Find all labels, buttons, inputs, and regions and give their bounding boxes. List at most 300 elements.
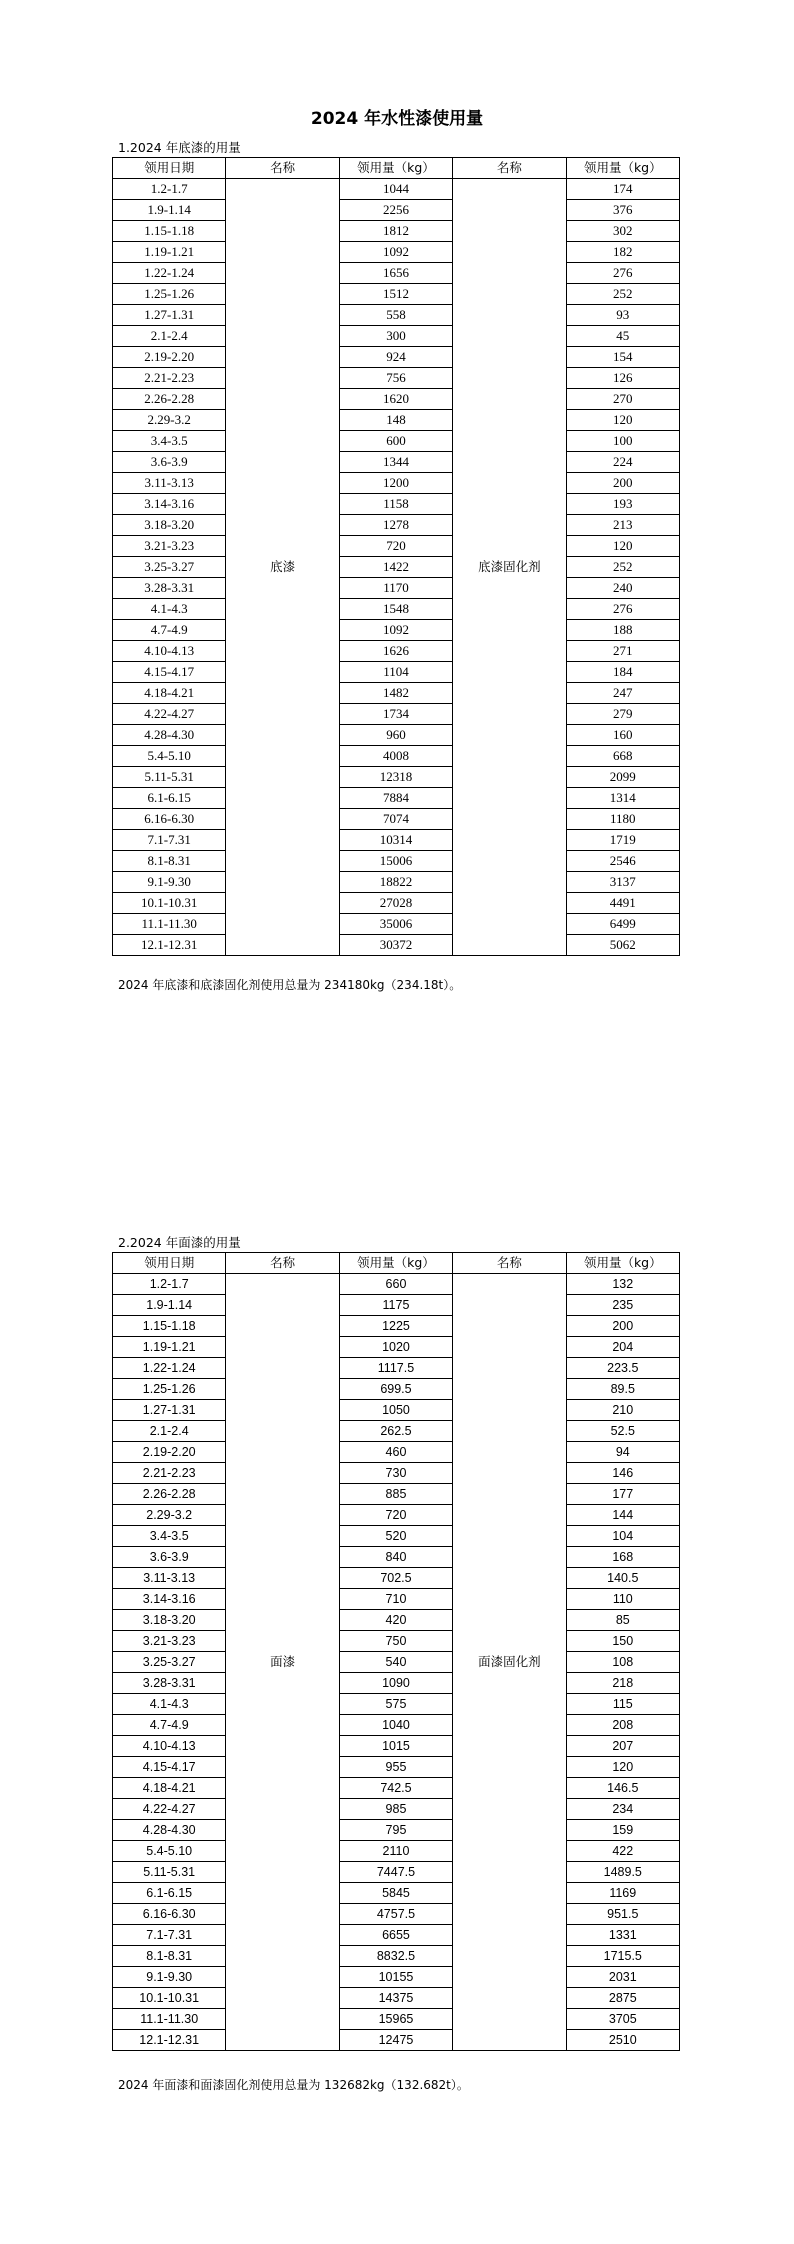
- table-row: [113, 599, 680, 620]
- cell-qty-b: 45: [566, 326, 679, 347]
- table-row: [113, 1568, 680, 1589]
- table-row: [113, 242, 680, 263]
- cell-date: 4.28-4.30: [113, 725, 226, 746]
- table-row: [113, 1547, 680, 1568]
- cell-qty-a: 5845: [339, 1883, 452, 1904]
- table-row: [113, 1967, 680, 1988]
- cell-date: 9.1-9.30: [113, 1967, 226, 1988]
- cell-qty-a: 955: [339, 1757, 452, 1778]
- cell-qty-a: 985: [339, 1799, 452, 1820]
- table-row: [113, 1274, 680, 1295]
- table-row: [113, 893, 680, 914]
- table-row: [113, 1988, 680, 2009]
- cell-qty-b: 120: [566, 1757, 679, 1778]
- cell-qty-a: 30372: [339, 935, 452, 956]
- table-row: [113, 1316, 680, 1337]
- cell-qty-a: 460: [339, 1442, 452, 1463]
- table-row: [113, 431, 680, 452]
- cell-qty-b: 200: [566, 473, 679, 494]
- cell-date: 3.25-3.27: [113, 557, 226, 578]
- cell-qty-b: 1331: [566, 1925, 679, 1946]
- cell-date: 4.15-4.17: [113, 1757, 226, 1778]
- cell-qty-b: 85: [566, 1610, 679, 1631]
- cell-date: 5.4-5.10: [113, 1841, 226, 1862]
- cell-qty-b: 168: [566, 1547, 679, 1568]
- cell-qty-b: 100: [566, 431, 679, 452]
- table-row: [113, 809, 680, 830]
- cell-date: 3.14-3.16: [113, 494, 226, 515]
- cell-qty-a: 520: [339, 1526, 452, 1547]
- cell-date: 5.4-5.10: [113, 746, 226, 767]
- cell-qty-b: 279: [566, 704, 679, 725]
- cell-date: 10.1-10.31: [113, 1988, 226, 2009]
- cell-qty-a: 18822: [339, 872, 452, 893]
- cell-date: 6.1-6.15: [113, 788, 226, 809]
- cell-qty-b: 188: [566, 620, 679, 641]
- cell-qty-a: 14375: [339, 1988, 452, 2009]
- table-header-row: [113, 1253, 680, 1274]
- table-row: [113, 914, 680, 935]
- cell-qty-b: 252: [566, 284, 679, 305]
- cell-date: 3.4-3.5: [113, 1526, 226, 1547]
- cell-qty-a: 742.5: [339, 1778, 452, 1799]
- cell-qty-a: 1278: [339, 515, 452, 536]
- table-row: [113, 1883, 680, 1904]
- cell-qty-a: 558: [339, 305, 452, 326]
- cell-material-name-b: 底漆固化剂: [453, 179, 566, 956]
- cell-qty-a: 756: [339, 368, 452, 389]
- cell-date: 3.25-3.27: [113, 1652, 226, 1673]
- cell-date: 1.15-1.18: [113, 1316, 226, 1337]
- cell-qty-b: 1314: [566, 788, 679, 809]
- cell-qty-a: 600: [339, 431, 452, 452]
- topcoat-section-caption: 2.2024 年面漆的用量: [118, 1235, 241, 1250]
- table-row: [113, 368, 680, 389]
- table-row: [113, 1715, 680, 1736]
- cell-date: 5.11-5.31: [113, 1862, 226, 1883]
- cell-qty-b: 182: [566, 242, 679, 263]
- cell-qty-a: 1158: [339, 494, 452, 515]
- cell-date: 6.1-6.15: [113, 1883, 226, 1904]
- cell-date: 12.1-12.31: [113, 2030, 226, 2051]
- header-name-a: 名称: [226, 1253, 339, 1274]
- cell-qty-b: 252: [566, 557, 679, 578]
- table-row: [113, 746, 680, 767]
- table-row: [113, 1526, 680, 1547]
- table-row: [113, 683, 680, 704]
- table-row: [113, 1400, 680, 1421]
- cell-date: 2.29-3.2: [113, 1505, 226, 1526]
- cell-qty-a: 1734: [339, 704, 452, 725]
- cell-date: 8.1-8.31: [113, 851, 226, 872]
- topcoat-total-note: 2024 年面漆和面漆固化剂使用总量为 132682kg（132.682t）。: [118, 2078, 469, 2092]
- cell-qty-a: 300: [339, 326, 452, 347]
- table-row: [113, 1337, 680, 1358]
- cell-qty-b: 132: [566, 1274, 679, 1295]
- cell-qty-b: 177: [566, 1484, 679, 1505]
- table-row: [113, 1379, 680, 1400]
- table-row: [113, 578, 680, 599]
- table-row: [113, 1736, 680, 1757]
- table-row: [113, 452, 680, 473]
- cell-date: 1.27-1.31: [113, 1400, 226, 1421]
- table-row: [113, 221, 680, 242]
- table-row: [113, 284, 680, 305]
- cell-date: 2.1-2.4: [113, 1421, 226, 1442]
- cell-qty-a: 660: [339, 1274, 452, 1295]
- cell-qty-b: 120: [566, 410, 679, 431]
- cell-qty-a: 795: [339, 1820, 452, 1841]
- table-row: [113, 410, 680, 431]
- cell-qty-a: 2256: [339, 200, 452, 221]
- table-row: [113, 767, 680, 788]
- cell-date: 7.1-7.31: [113, 1925, 226, 1946]
- cell-date: 1.27-1.31: [113, 305, 226, 326]
- table-header-row: [113, 158, 680, 179]
- cell-date: 2.26-2.28: [113, 1484, 226, 1505]
- cell-qty-b: 1715.5: [566, 1946, 679, 1967]
- cell-qty-a: 1117.5: [339, 1358, 452, 1379]
- cell-date: 3.18-3.20: [113, 1610, 226, 1631]
- cell-qty-a: 148: [339, 410, 452, 431]
- cell-qty-b: 223.5: [566, 1358, 679, 1379]
- table-row: [113, 1904, 680, 1925]
- table-row: [113, 1484, 680, 1505]
- cell-date: 4.1-4.3: [113, 1694, 226, 1715]
- cell-qty-a: 702.5: [339, 1568, 452, 1589]
- cell-qty-a: 12318: [339, 767, 452, 788]
- cell-qty-a: 4757.5: [339, 1904, 452, 1925]
- cell-qty-a: 1092: [339, 620, 452, 641]
- table-row: [113, 1946, 680, 1967]
- primer-section-caption: 1.2024 年底漆的用量: [118, 140, 241, 155]
- cell-qty-b: 208: [566, 1715, 679, 1736]
- cell-qty-b: 126: [566, 368, 679, 389]
- cell-qty-a: 1626: [339, 641, 452, 662]
- cell-qty-b: 235: [566, 1295, 679, 1316]
- cell-qty-a: 1020: [339, 1337, 452, 1358]
- table-row: [113, 620, 680, 641]
- cell-date: 2.21-2.23: [113, 1463, 226, 1484]
- cell-qty-b: 951.5: [566, 1904, 679, 1925]
- cell-qty-b: 5062: [566, 935, 679, 956]
- cell-qty-b: 668: [566, 746, 679, 767]
- cell-qty-b: 4491: [566, 893, 679, 914]
- cell-qty-b: 184: [566, 662, 679, 683]
- cell-qty-b: 1180: [566, 809, 679, 830]
- cell-qty-b: 146: [566, 1463, 679, 1484]
- header-name-a: 名称: [226, 158, 339, 179]
- header-name-b: 名称: [453, 1253, 566, 1274]
- cell-qty-b: 271: [566, 641, 679, 662]
- header-qty-b: 领用量（kg）: [566, 158, 679, 179]
- cell-date: 10.1-10.31: [113, 893, 226, 914]
- cell-date: 3.11-3.13: [113, 473, 226, 494]
- cell-qty-b: 140.5: [566, 1568, 679, 1589]
- cell-qty-b: 2031: [566, 1967, 679, 1988]
- cell-qty-b: 276: [566, 263, 679, 284]
- cell-qty-a: 15965: [339, 2009, 452, 2030]
- cell-qty-a: 8832.5: [339, 1946, 452, 1967]
- table-row: [113, 1463, 680, 1484]
- cell-date: 3.18-3.20: [113, 515, 226, 536]
- cell-date: 4.10-4.13: [113, 641, 226, 662]
- cell-date: 1.25-1.26: [113, 1379, 226, 1400]
- table-row: [113, 347, 680, 368]
- cell-qty-a: 924: [339, 347, 452, 368]
- table-row: [113, 1610, 680, 1631]
- cell-qty-a: 1812: [339, 221, 452, 242]
- cell-qty-b: 115: [566, 1694, 679, 1715]
- cell-qty-a: 1090: [339, 1673, 452, 1694]
- cell-qty-b: 52.5: [566, 1421, 679, 1442]
- cell-qty-a: 27028: [339, 893, 452, 914]
- primer-total-note: 2024 年底漆和底漆固化剂使用总量为 234180kg（234.18t）。: [118, 978, 462, 992]
- cell-date: 3.21-3.23: [113, 1631, 226, 1652]
- cell-qty-b: 218: [566, 1673, 679, 1694]
- cell-qty-b: 174: [566, 179, 679, 200]
- table-row: [113, 1421, 680, 1442]
- cell-qty-b: 204: [566, 1337, 679, 1358]
- cell-qty-a: 730: [339, 1463, 452, 1484]
- cell-date: 3.6-3.9: [113, 1547, 226, 1568]
- cell-qty-b: 89.5: [566, 1379, 679, 1400]
- cell-qty-a: 1092: [339, 242, 452, 263]
- cell-qty-b: 120: [566, 536, 679, 557]
- table-row: [113, 935, 680, 956]
- cell-date: 9.1-9.30: [113, 872, 226, 893]
- cell-qty-a: 575: [339, 1694, 452, 1715]
- cell-date: 1.15-1.18: [113, 221, 226, 242]
- cell-qty-a: 960: [339, 725, 452, 746]
- table-row: [113, 494, 680, 515]
- cell-qty-a: 1175: [339, 1295, 452, 1316]
- cell-date: 3.11-3.13: [113, 1568, 226, 1589]
- table-row: [113, 1778, 680, 1799]
- cell-qty-a: 840: [339, 1547, 452, 1568]
- cell-qty-b: 1719: [566, 830, 679, 851]
- cell-qty-a: 750: [339, 1631, 452, 1652]
- table-row: [113, 1631, 680, 1652]
- cell-qty-a: 6655: [339, 1925, 452, 1946]
- cell-qty-b: 240: [566, 578, 679, 599]
- table-row: [113, 1694, 680, 1715]
- primer-usage-table: [112, 157, 680, 956]
- table-row: [113, 1505, 680, 1526]
- cell-qty-a: 1104: [339, 662, 452, 683]
- cell-qty-a: 7884: [339, 788, 452, 809]
- table-row: [113, 1925, 680, 1946]
- table-row: [113, 1820, 680, 1841]
- cell-qty-a: 1040: [339, 1715, 452, 1736]
- table-row: [113, 704, 680, 725]
- cell-date: 3.6-3.9: [113, 452, 226, 473]
- cell-qty-b: 210: [566, 1400, 679, 1421]
- cell-date: 6.16-6.30: [113, 809, 226, 830]
- table-row: [113, 305, 680, 326]
- cell-date: 2.26-2.28: [113, 389, 226, 410]
- cell-qty-b: 224: [566, 452, 679, 473]
- header-name-b: 名称: [453, 158, 566, 179]
- cell-qty-a: 12475: [339, 2030, 452, 2051]
- cell-qty-a: 35006: [339, 914, 452, 935]
- cell-date: 3.28-3.31: [113, 578, 226, 599]
- cell-material-name-a: 面漆: [226, 1274, 339, 2051]
- cell-qty-a: 1482: [339, 683, 452, 704]
- table-row: [113, 557, 680, 578]
- table-row: [113, 1295, 680, 1316]
- cell-qty-b: 159: [566, 1820, 679, 1841]
- cell-qty-a: 1050: [339, 1400, 452, 1421]
- cell-qty-b: 207: [566, 1736, 679, 1757]
- cell-date: 7.1-7.31: [113, 830, 226, 851]
- cell-qty-b: 160: [566, 725, 679, 746]
- cell-qty-a: 1512: [339, 284, 452, 305]
- table-row: [113, 641, 680, 662]
- cell-date: 4.22-4.27: [113, 1799, 226, 1820]
- cell-qty-a: 262.5: [339, 1421, 452, 1442]
- table-row: [113, 830, 680, 851]
- cell-qty-b: 144: [566, 1505, 679, 1526]
- cell-material-name-a: 底漆: [226, 179, 339, 956]
- table-row: [113, 872, 680, 893]
- cell-date: 2.29-3.2: [113, 410, 226, 431]
- cell-qty-a: 1548: [339, 599, 452, 620]
- cell-date: 3.4-3.5: [113, 431, 226, 452]
- cell-date: 1.2-1.7: [113, 1274, 226, 1295]
- cell-qty-b: 193: [566, 494, 679, 515]
- table-row: [113, 788, 680, 809]
- table-row: [113, 1652, 680, 1673]
- cell-date: 11.1-11.30: [113, 914, 226, 935]
- cell-qty-b: 6499: [566, 914, 679, 935]
- cell-qty-a: 1044: [339, 179, 452, 200]
- cell-qty-b: 154: [566, 347, 679, 368]
- cell-date: 4.22-4.27: [113, 704, 226, 725]
- cell-date: 4.18-4.21: [113, 683, 226, 704]
- table-row: [113, 1358, 680, 1379]
- cell-date: 11.1-11.30: [113, 2009, 226, 2030]
- cell-qty-b: 276: [566, 599, 679, 620]
- cell-qty-b: 104: [566, 1526, 679, 1547]
- cell-qty-a: 1344: [339, 452, 452, 473]
- cell-date: 1.2-1.7: [113, 179, 226, 200]
- table-row: [113, 1841, 680, 1862]
- cell-qty-a: 699.5: [339, 1379, 452, 1400]
- table-row: [113, 2030, 680, 2051]
- table-row: [113, 1799, 680, 1820]
- cell-qty-b: 2099: [566, 767, 679, 788]
- cell-date: 4.15-4.17: [113, 662, 226, 683]
- table-row: [113, 536, 680, 557]
- cell-qty-a: 1015: [339, 1736, 452, 1757]
- table-row: [113, 263, 680, 284]
- cell-qty-b: 146.5: [566, 1778, 679, 1799]
- cell-date: 2.21-2.23: [113, 368, 226, 389]
- cell-qty-b: 1489.5: [566, 1862, 679, 1883]
- cell-qty-a: 710: [339, 1589, 452, 1610]
- table-row: [113, 1442, 680, 1463]
- cell-qty-b: 213: [566, 515, 679, 536]
- cell-qty-b: 110: [566, 1589, 679, 1610]
- table-row: [113, 1862, 680, 1883]
- cell-date: 3.21-3.23: [113, 536, 226, 557]
- cell-qty-b: 247: [566, 683, 679, 704]
- table-row: [113, 725, 680, 746]
- cell-qty-a: 720: [339, 536, 452, 557]
- cell-qty-b: 108: [566, 1652, 679, 1673]
- table-row: [113, 515, 680, 536]
- cell-date: 4.10-4.13: [113, 1736, 226, 1757]
- cell-qty-b: 270: [566, 389, 679, 410]
- cell-qty-b: 3137: [566, 872, 679, 893]
- table-row: [113, 473, 680, 494]
- cell-qty-a: 885: [339, 1484, 452, 1505]
- cell-qty-a: 7074: [339, 809, 452, 830]
- cell-qty-b: 1169: [566, 1883, 679, 1904]
- cell-qty-a: 10314: [339, 830, 452, 851]
- table-row: [113, 200, 680, 221]
- table-row: [113, 179, 680, 200]
- cell-qty-b: 376: [566, 200, 679, 221]
- cell-qty-a: 1656: [339, 263, 452, 284]
- cell-qty-a: 1225: [339, 1316, 452, 1337]
- header-date: 领用日期: [113, 1253, 226, 1274]
- header-qty-a: 领用量（kg）: [339, 1253, 452, 1274]
- cell-qty-a: 720: [339, 1505, 452, 1526]
- table-row: [113, 2009, 680, 2030]
- cell-qty-b: 2510: [566, 2030, 679, 2051]
- cell-qty-a: 4008: [339, 746, 452, 767]
- document-title: 2024 年水性漆使用量: [310, 109, 484, 129]
- cell-date: 4.7-4.9: [113, 620, 226, 641]
- cell-date: 2.19-2.20: [113, 1442, 226, 1463]
- cell-qty-b: 2546: [566, 851, 679, 872]
- cell-date: 1.9-1.14: [113, 200, 226, 221]
- cell-qty-a: 10155: [339, 1967, 452, 1988]
- cell-qty-b: 422: [566, 1841, 679, 1862]
- cell-date: 1.22-1.24: [113, 1358, 226, 1379]
- cell-material-name-b: 面漆固化剂: [453, 1274, 566, 2051]
- topcoat-usage-table: [112, 1252, 680, 2051]
- cell-date: 12.1-12.31: [113, 935, 226, 956]
- cell-qty-b: 2875: [566, 1988, 679, 2009]
- cell-date: 6.16-6.30: [113, 1904, 226, 1925]
- cell-qty-b: 3705: [566, 2009, 679, 2030]
- table-row: [113, 326, 680, 347]
- header-date: 领用日期: [113, 158, 226, 179]
- cell-date: 1.25-1.26: [113, 284, 226, 305]
- cell-qty-a: 1170: [339, 578, 452, 599]
- cell-date: 4.18-4.21: [113, 1778, 226, 1799]
- cell-date: 2.19-2.20: [113, 347, 226, 368]
- cell-qty-b: 94: [566, 1442, 679, 1463]
- cell-date: 8.1-8.31: [113, 1946, 226, 1967]
- cell-qty-a: 1422: [339, 557, 452, 578]
- cell-qty-a: 2110: [339, 1841, 452, 1862]
- cell-date: 2.1-2.4: [113, 326, 226, 347]
- cell-date: 5.11-5.31: [113, 767, 226, 788]
- cell-qty-a: 420: [339, 1610, 452, 1631]
- cell-date: 1.19-1.21: [113, 242, 226, 263]
- table-row: [113, 1757, 680, 1778]
- cell-date: 4.7-4.9: [113, 1715, 226, 1736]
- cell-date: 4.1-4.3: [113, 599, 226, 620]
- cell-date: 1.9-1.14: [113, 1295, 226, 1316]
- cell-qty-a: 540: [339, 1652, 452, 1673]
- header-qty-a: 领用量（kg）: [339, 158, 452, 179]
- cell-qty-a: 1200: [339, 473, 452, 494]
